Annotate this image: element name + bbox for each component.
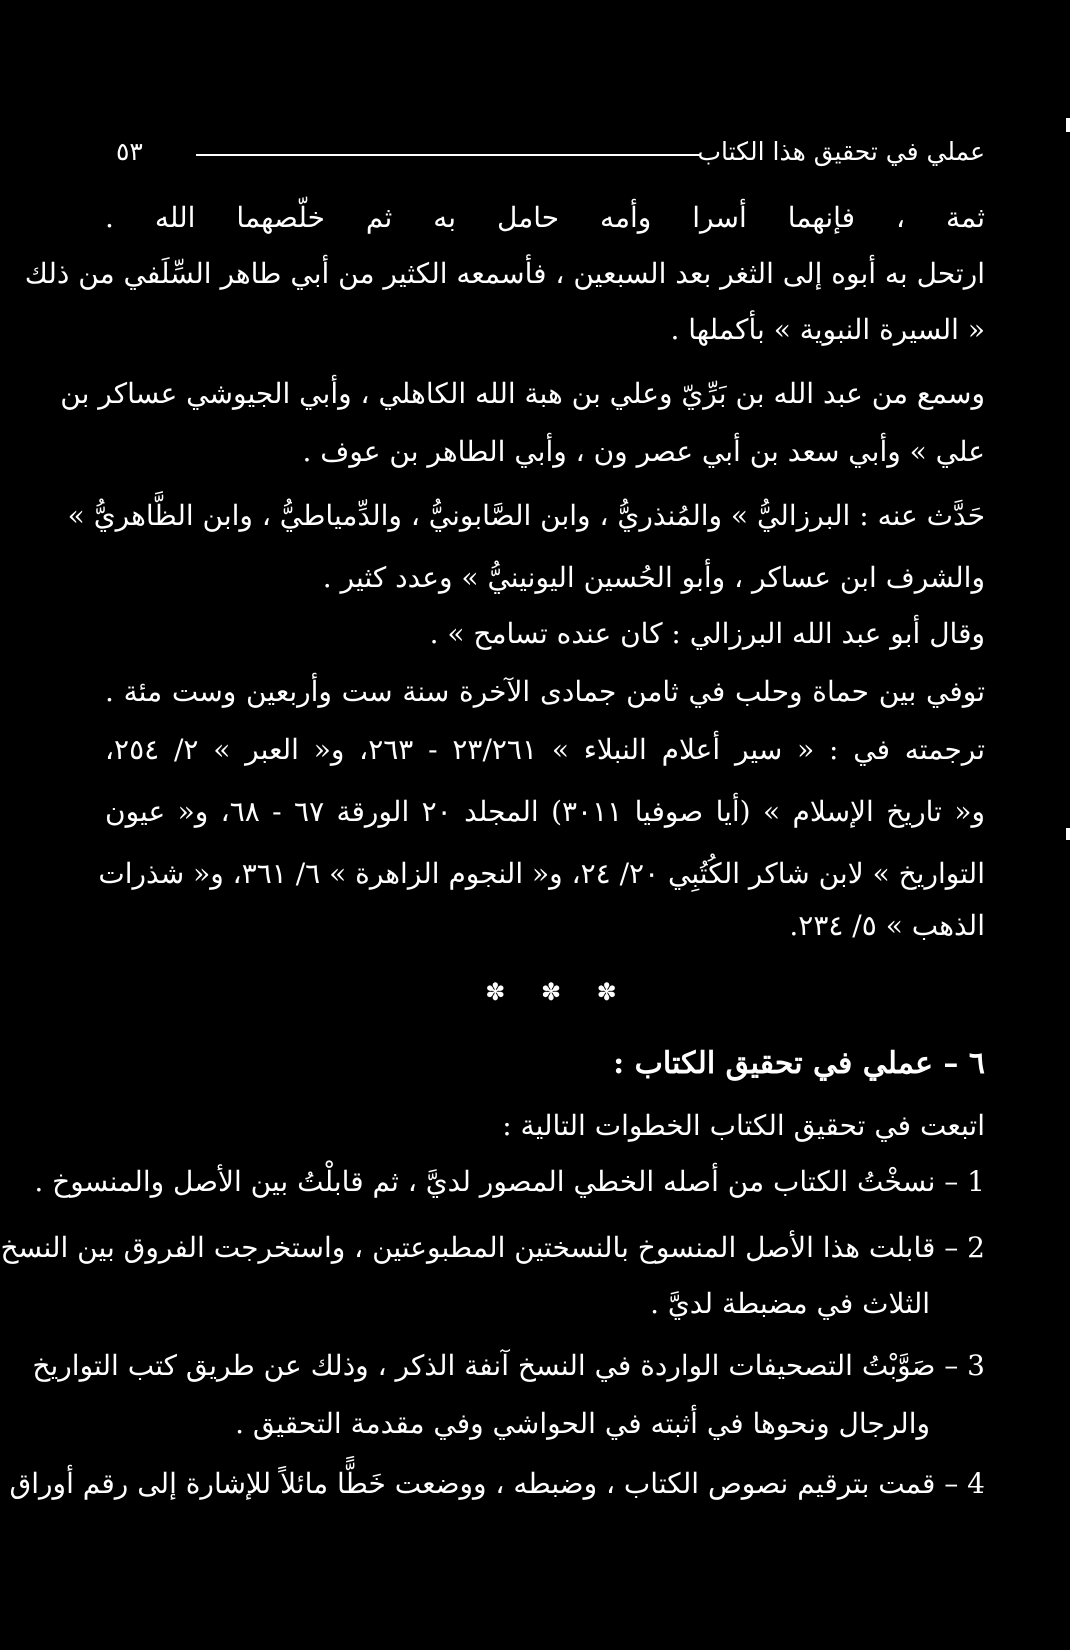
paragraph-line: الذهب » ٥/ ٢٣٤. [789,909,985,942]
page-header [106,132,985,172]
header-rule [196,154,700,156]
list-item-continuation: والرجال ونحوها في أثبته في الحواشي وفي مقدمة التحقيق . [235,1407,930,1440]
paragraph-line: علي » وأبي سعد بن أبي عصر ون ، وأبي الطاهر بن عوف . [302,435,985,468]
section-intro: اتبعت في تحقيق الكتاب الخطوات التالية : [502,1109,985,1142]
list-item: 4 – قمت بترقيم نصوص الكتاب ، وضبطه ، ووضعت خَطًّا مائلاً للإشارة إلى رقم أوراق [9,1467,985,1500]
list-item-continuation: الثلاث في مضبطة لديَّ . [650,1287,930,1320]
list-item: 2 – قابلت هذا الأصل المنسوخ بالنسختين المطبوعتين ، واستخرجت الفروق بين النسخ [0,1231,985,1264]
running-title: عملي في تحقيق هذا الكتاب [697,137,985,166]
paragraph-line: ثمة ، فإنهما أسرا وأمه حامل به ثم خلّصهما الله . [105,201,985,234]
list-item: 1 – نسخْتُ الكتاب من أصله الخطي المصور لديَّ ، ثم قابلْتُ بين الأصل والمنسوخ . [34,1165,985,1198]
paragraph-line: التواريخ » لابن شاكر الكُتُبِي ٢٠/ ٢٤، و« النجوم الزاهرة » ٦/ ٣٦١، و« شذرات [98,857,985,890]
paragraph-line: « السيرة النبوية » بأكملها . [670,313,985,346]
scan-edge-mark [1066,828,1070,840]
paragraph-line: حَدَّث عنه : البرزاليُّ » والمُنذريُّ ، وابن الصَّابونيُّ ، والدِّمياطيُّ ، وابن الظَّاهريُّ » [67,499,985,532]
section-separator: ✽ ✽ ✽ [485,978,631,1006]
section-heading: ٦ – عملي في تحقيق الكتاب : [613,1046,985,1081]
paragraph-line: توفي بين حماة وحلب في ثامن جمادى الآخرة سنة ست وأربعين وست مئة . [105,675,985,708]
page-number: ٥٣ [116,137,143,166]
paragraph-line: وقال أبو عبد الله البرزالي : كان عنده تسامح » . [429,617,985,650]
paragraph-line: و« تاريخ الإسلام » (أيا صوفيا ٣٠١١) المجلد ٢٠ الورقة ٦٧ - ٦٨، و« عيون [105,795,985,828]
paragraph-line: ترجمته في : « سير أعلام النبلاء » ٢٣/٢٦١ - ٢٦٣، و« العبر » ٢/ ٢٥٤، [105,733,985,766]
scan-edge-mark [1066,118,1070,132]
paragraph-line: ارتحل به أبوه إلى الثغر بعد السبعين ، فأسمعه الكثير من أبي طاهر السِّلَفي من ذلك [24,257,985,290]
paragraph-line: وسمع من عبد الله بن بَرِّيّ وعلي بن هبة الله الكاهلي ، وأبي الجيوشي عساكر بن [60,377,985,410]
paragraph-line: والشرف ابن عساكر ، وأبو الحُسين اليونينيُّ » وعدد كثير . [322,561,985,594]
list-item: 3 – صَوَّبْتُ التصحيفات الواردة في النسخ آنفة الذكر ، وذلك عن طريق كتب التواريخ [32,1349,985,1382]
